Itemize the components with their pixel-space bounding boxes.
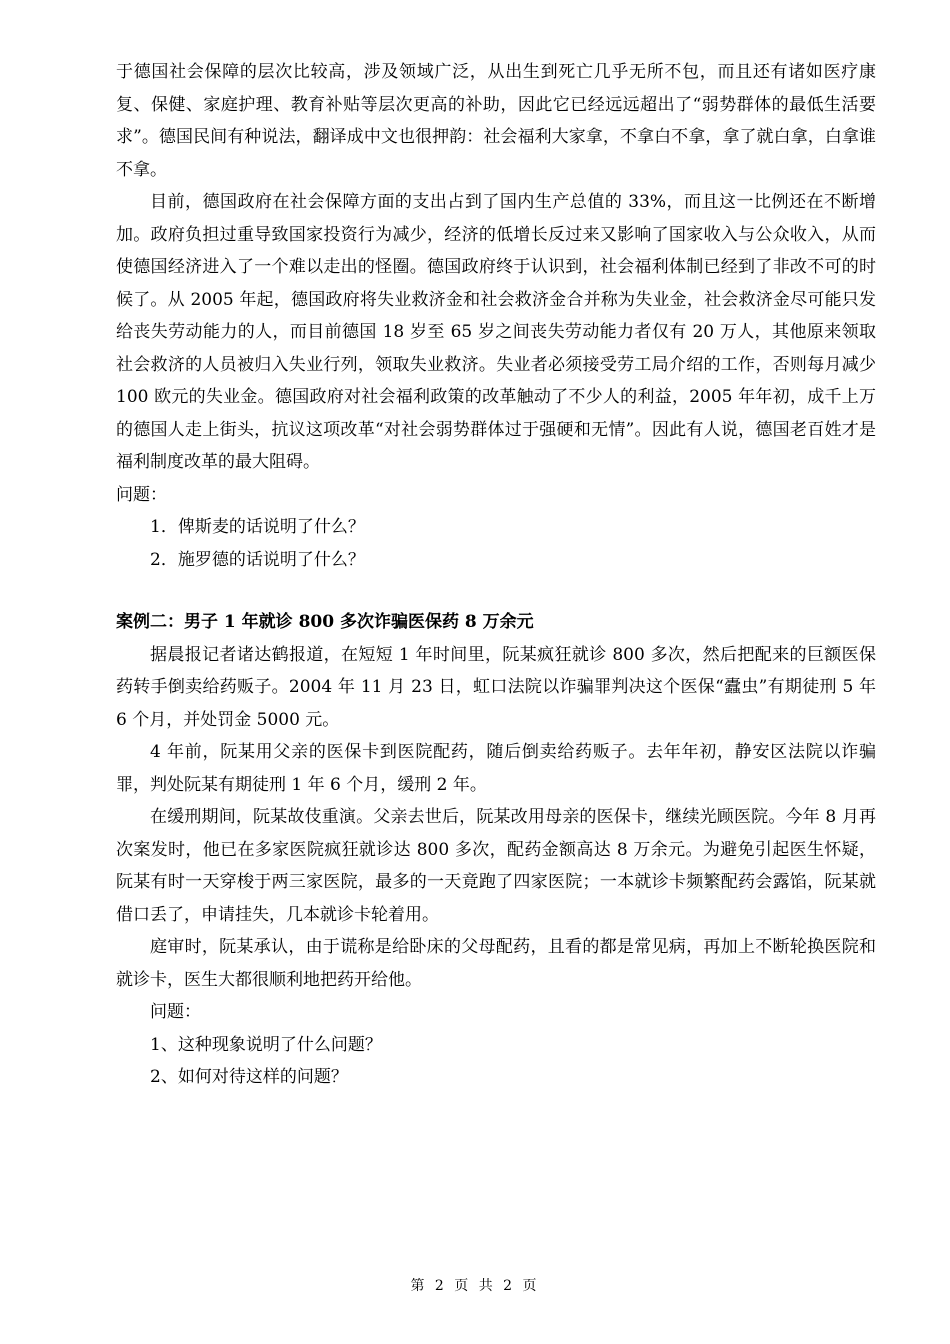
question-item: 2．施罗德的话说明了什么？ xyxy=(150,549,365,570)
paragraph: 庭审时，阮某承认，由于谎称是给卧床的父母配药，且看的都是常见病，再加上不断轮换医院和就诊卡，医生大都很顺利地把药开给他。 xyxy=(116,937,876,990)
questions-label: 问题： xyxy=(150,1002,201,1022)
paragraph: 据晨报记者诸达鹤报道，在短短 1 年时间里，阮某疯狂就诊 800 多次，然后把配来的巨额医保药转手倒卖给药贩子。2004 年 11 月 23 日，虹口法院以诈骗罪判决这个医保“蠹虫”有期徒刑 5 年 6 个月，并处罚金 5000 元。 xyxy=(116,644,876,730)
paragraph: 4 年前，阮某用父亲的医保卡到医院配药，随后倒卖给药贩子。去年年初，静安区法院以诈骗罪，判处阮某有期徒刑 1 年 6 个月，缓刑 2 年。 xyxy=(116,742,876,795)
page-number: 第 2 页 共 2 页 xyxy=(410,1278,540,1294)
case-heading: 案例二：男子 1 年就诊 800 多次诈骗医保药 8 万余元 xyxy=(116,612,534,632)
question-item: 1．俾斯麦的话说明了什么？ xyxy=(150,517,365,537)
questions-label: 问题： xyxy=(116,484,167,505)
section-gap xyxy=(116,576,876,606)
question-item: 1、这种现象说明了什么问题？ xyxy=(150,1034,382,1055)
question-item: 2、如何对待这样的问题？ xyxy=(150,1067,348,1087)
paragraph: 于德国社会保障的层次比较高，涉及领域广泛，从出生到死亡几乎无所不包，而且还有诸如医疗康复、保健、家庭护理、教育补贴等层次更高的补助，因此它已经远远超出了“弱势群体的最低生活要求”。德国民间有种说法，翻译成中文也很押韵：社会福利大家拿，不拿白不拿，拿了就白拿，白拿谁不拿。 xyxy=(116,62,876,180)
paragraph: 目前，德国政府在社会保障方面的支出占到了国内生产总值的 33%，而且这一比例还在不断增加。政府负担过重导致国家投资行为减少，经济的低增长反过来又影响了国家收入与公众收入，从而使德国经济进入了一个难以走出的怪圈。德国政府终于认识到，社会福利体制已经到了非改不可的时候了。从 2005 年起，德国政府将失业救济金和社会救济金合并称为失业金，社会救济金尽可能只发给丧失劳动能力的人，而目前德国 18 岁至 65 岁之间丧失劳动能力者仅有 20 万人，其他原来领取社会救济的人员被归入失业行列，领取失业救济。失业者必须接受劳工局介绍的工作，否则每月减少 100 欧元的失业金。德国政府对社会福利政策的改革触动了不少人的利益，2005 年年初，成千上万的德国人走上街头，抗议这项改革“对社会弱势群体过于强硬和无情”。因此有人说，德国老百姓才是福利制度改革的最大阻碍。 xyxy=(116,192,876,472)
document-body xyxy=(116,56,876,1094)
paragraph: 在缓刑期间，阮某故伎重演。父亲去世后，阮某改用母亲的医保卡，继续光顾医院。今年 8 月再次案发时，他已在多家医院疯狂就诊达 800 多次，配药金额高达 8 万余元。为避免引起医生怀疑，阮某有时一天穿梭于两三家医院，最多的一天竟跑了四家医院；一本就诊卡频繁配药会露馅，阮某就借口丢了，申请挂失，几本就诊卡轮着用。 xyxy=(116,807,876,925)
